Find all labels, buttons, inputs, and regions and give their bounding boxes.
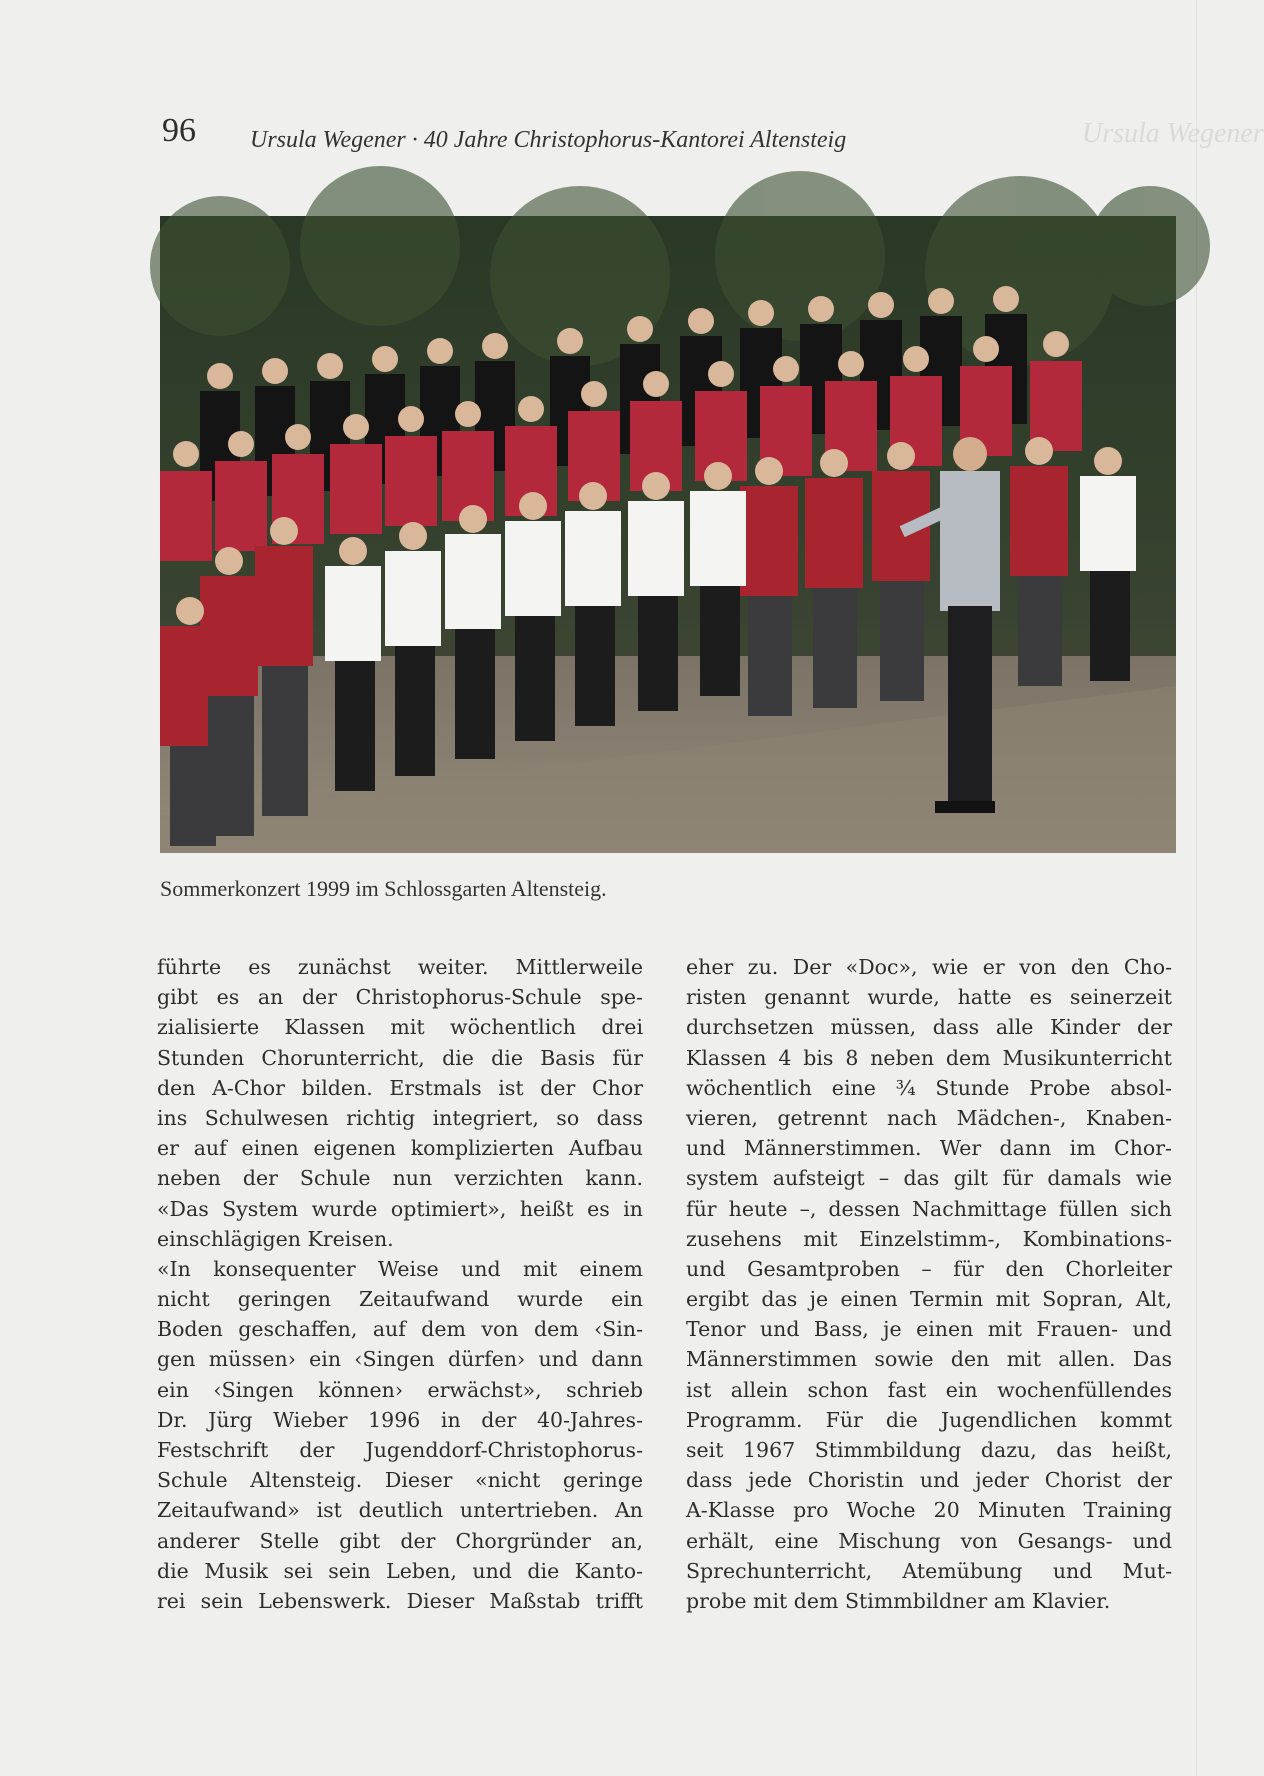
left-paragraph [157, 952, 643, 1616]
text-line: Männerstimmen sowie den mit allen. Das [686, 1347, 1172, 1372]
text-line: zialisierte Klassen mit wöchentlich drei [157, 1015, 643, 1040]
text-line: Programm. Für die Jugendlichen kommt [686, 1407, 1172, 1432]
text-line: probe mit dem Stimmbildner am Klavier. [686, 1588, 1111, 1613]
text-line: einschlägigen Kreisen. [157, 1226, 394, 1251]
text-line: durchsetzen müssen, dass alle Kinder der [686, 1015, 1172, 1040]
text-line: Schule Altensteig. Dieser «nicht geringe [157, 1468, 643, 1493]
left-column [157, 952, 643, 1616]
right-column [686, 952, 1172, 1616]
right-paragraph [686, 952, 1172, 1616]
page-number: 96 [162, 112, 196, 149]
text-line: seit 1967 Stimmbildung dazu, das heißt, [686, 1438, 1172, 1462]
text-line: rei sein Lebenswerk. Dieser Maßstab trifft [157, 1588, 643, 1613]
text-line: ergibt das je einen Termin mit Sopran, Alt, [686, 1287, 1172, 1312]
text-line: ist allein schon fast ein wochenfüllendes [686, 1377, 1172, 1402]
text-line: risten genannt wurde, hatte es seinerzeit [686, 985, 1172, 1010]
text-line: Klassen 4 bis 8 neben dem Musikunterricht [686, 1045, 1172, 1070]
text-line: den A-Chor bilden. Erstmals ist der Chor [157, 1075, 643, 1100]
text-line: gen müssen› ein ‹Singen dürfen› und dann [157, 1347, 643, 1372]
text-line: und Gesamtproben – für den Chorleiter [686, 1256, 1172, 1281]
text-line: Zeitaufwand» ist deutlich untertrieben. An [157, 1498, 643, 1523]
text-line: eher zu. Der «Doc», wie er von den Cho- [686, 955, 1172, 979]
text-line: vieren, getrennt nach Mädchen-, Knaben- [686, 1105, 1172, 1130]
text-line: A-Klasse pro Woche 20 Minuten Training [686, 1498, 1172, 1523]
text-line: Dr. Jürg Wieber 1996 in der 40-Jahres- [157, 1407, 643, 1432]
text-line: dass jede Choristin und jeder Chorist der [686, 1468, 1172, 1493]
text-line: er auf einen eigenen komplizierten Aufbau [157, 1136, 643, 1161]
text-line: Sprechunterricht, Atemübung und Mut- [686, 1558, 1172, 1583]
bleed-through-text: Ursula Wegener [1082, 118, 1264, 149]
running-head: Ursula Wegener · 40 Jahre Christophorus-Kantorei Altensteig [250, 127, 847, 153]
text-line: Stunden Chorunterricht, die die Basis für [157, 1045, 643, 1070]
text-line: führte es zunächst weiter. Mittlerweile [157, 955, 643, 979]
text-line: Tenor und Bass, je einen mit Frauen- und [686, 1317, 1172, 1342]
text-line: «In konsequenter Weise und mit einem [157, 1256, 643, 1281]
text-line: neben der Schule nun verzichten kann. [157, 1166, 643, 1191]
text-line: ein ‹Singen können› erwächst», schrieb [157, 1377, 643, 1402]
text-line: erhält, eine Mischung von Gesangs- und [686, 1528, 1172, 1553]
text-line: nicht geringen Zeitaufwand wurde ein [157, 1287, 643, 1312]
text-line: wöchentlich eine ¾ Stunde Probe absol- [686, 1075, 1172, 1100]
choir-photo [160, 216, 1176, 853]
text-line: zusehens mit Einzelstimm-, Kombinations- [686, 1226, 1172, 1251]
text-line: gibt es an der Christophorus-Schule spe- [157, 985, 643, 1010]
text-line: system aufsteigt – das gilt für damals wie [686, 1166, 1172, 1191]
text-line: und Männerstimmen. Wer dann im Chor- [686, 1136, 1172, 1161]
photo-caption: Sommerkonzert 1999 im Schlossgarten Altensteig. [160, 876, 607, 901]
text-line: für heute –, dessen Nachmittage füllen sich [686, 1196, 1172, 1221]
text-line: «Das System wurde optimiert», heißt es in [157, 1196, 643, 1221]
text-line: anderer Stelle gibt der Chorgründer an, [157, 1528, 643, 1553]
text-line: Festschrift der Jugenddorf-Christophorus- [157, 1438, 643, 1462]
text-line: ins Schulwesen richtig integriert, so dass [157, 1105, 643, 1130]
text-line: die Musik sei sein Leben, und die Kanto- [157, 1558, 643, 1583]
text-line: Boden geschaffen, auf dem von dem ‹Sin- [157, 1317, 643, 1342]
